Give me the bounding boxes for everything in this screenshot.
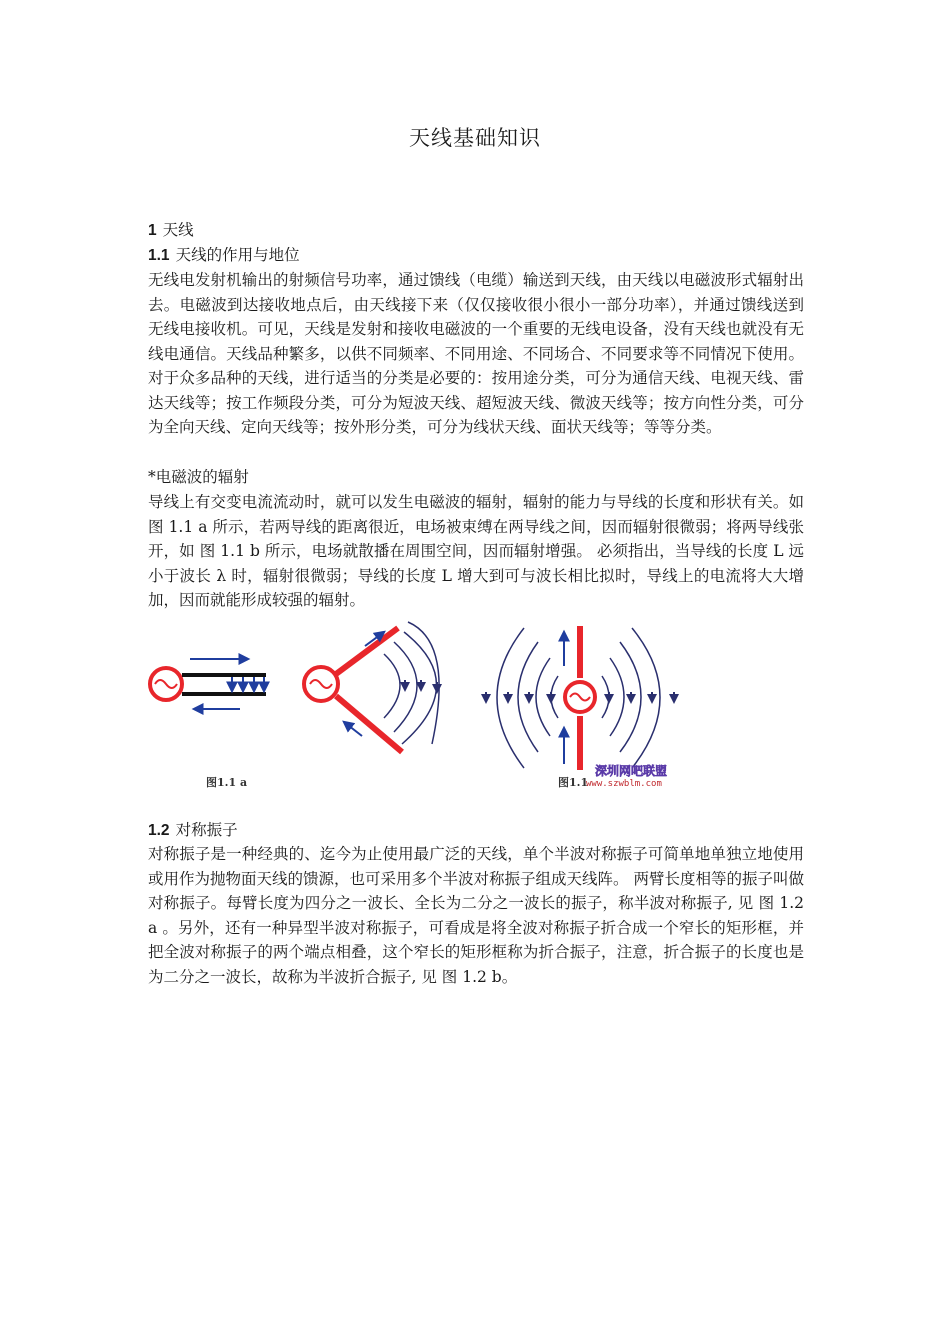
figure-1-1a-diagram: [150, 659, 266, 709]
document-title: 天线基础知识: [409, 126, 541, 150]
section-1-2-heading: [148, 818, 804, 844]
section-1-heading: [148, 218, 804, 244]
paragraph-em-radiation: 导线上有交变电流流动时，就可以发生电磁波的辐射，辐射的能力与导线的长度和形状有关。如 图 1.1 a 所示，若两导线的距离很近，电场被束缚在两导线之间，因而辐射很微弱；将两导线张开，如 图 1.1 b 所示，电场就散播在周围空间，因而辐射增强。 必须指出，当导线的长度 L 远小于波长 λ 时，辐射很微弱；导线的长度 L 增大到可与波长相比拟时，导线上的电流将大大增加，因而就能形成较强的辐射。: [148, 493, 804, 609]
watermark-title: 深圳网吧联盟: [595, 764, 668, 778]
paragraph-symmetric-dipole: 对称振子是一种经典的、迄今为止使用最广泛的天线，单个半波对称振子可简单地单独立地使用或用作为抛物面天线的馈源，也可采用多个半波对称振子组成天线阵。 两臂长度相等的振子叫做对称振子。每臂长度为四分之一波长、全长为二分之一波长的振子，称半波对称振子, 见 图 1.2 a 。另外，还有一种异型半波对称振子，可看成是将全波对称振子折合成一个窄长的矩形框，并把全波对称振子的两个端点相叠，这个窄长的矩形框称为折合振子，注意，折合振子的长度也是为二分之一波长，故称为半波折合振子, 见 图 1.2 b。: [148, 845, 804, 986]
section-title: 天线: [162, 221, 194, 239]
section-title: 天线的作用与地位: [175, 246, 300, 264]
watermark-url: www.szwblm.com: [586, 779, 662, 789]
subheading-em-radiation: *电磁波的辐射: [148, 468, 249, 486]
figure-caption-a: 图1.1 a: [206, 776, 248, 789]
section-1-1-heading: [148, 243, 804, 269]
section-number: 1: [148, 222, 157, 239]
figure-1-1: [140, 618, 700, 796]
section-title: 对称振子: [175, 821, 238, 839]
paragraph-antenna-role: 无线电发射机输出的射频信号功率，通过馈线（电缆）输送到天线，由天线以电磁波形式辐射出去。电磁波到达接收地点后，由天线接下来（仅仅接收很小很小一部分功率），并通过馈线送到无线电接收机。可见，天线是发射和接收电磁波的一个重要的无线电设备，没有天线也就没有无线电通信。天线品种繁多，以供不同频率、不同用途、不同场合、不同要求等不同情况下使用。对于众多品种的天线，进行适当的分类是必要的：按用途分类，可分为通信天线、电视天线、雷达天线等；按工作频段分类，可分为短波天线、超短波天线、微波天线等；按方向性分类，可分为全向天线、定向天线等；按外形分类，可分为线状天线、面状天线等；等等分类。: [148, 271, 804, 436]
section-number: 1.1: [148, 247, 170, 264]
figure-caption-b: 图1.1: [558, 776, 589, 789]
figure-1-1b-diagram: [304, 622, 439, 752]
dipole-field-diagram: [486, 626, 674, 770]
section-number: 1.2: [148, 822, 170, 839]
